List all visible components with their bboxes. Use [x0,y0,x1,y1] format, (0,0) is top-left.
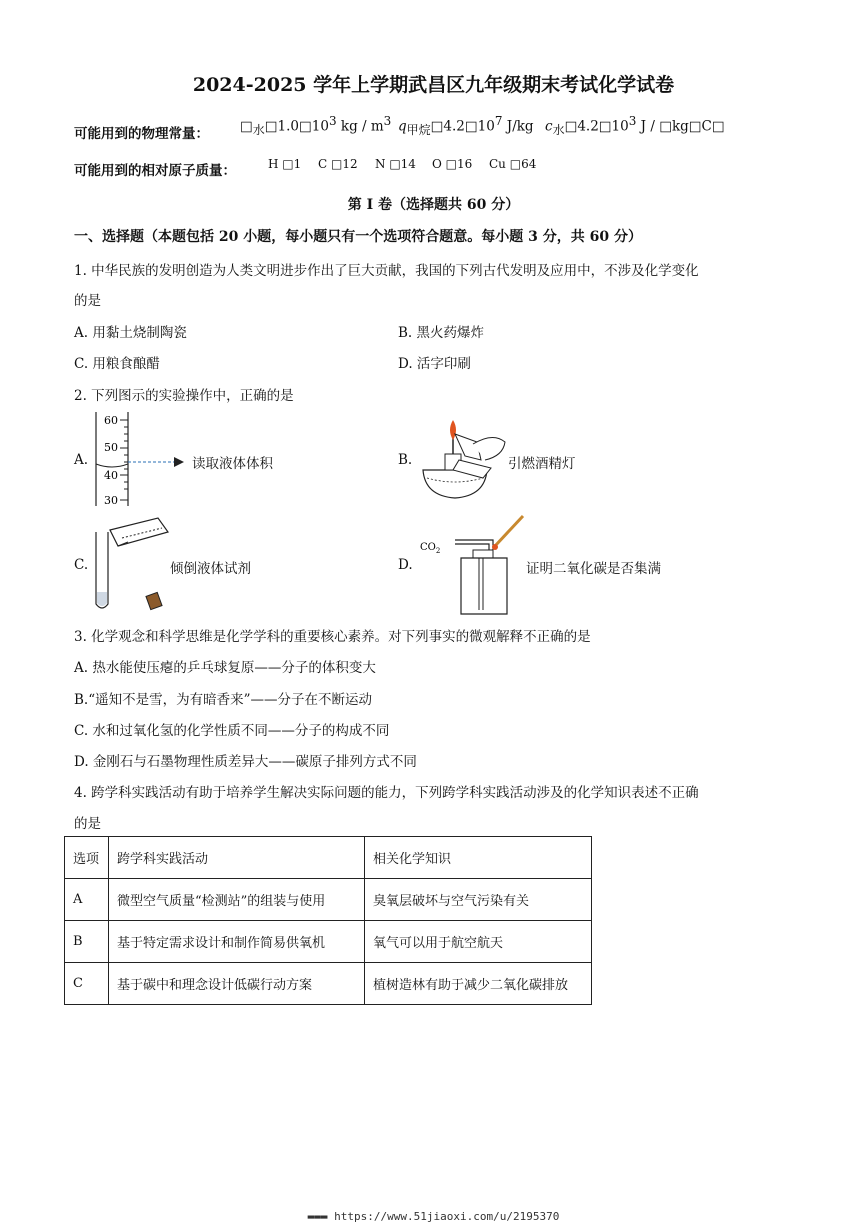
tick-label-50: 50 [104,441,118,454]
q2-option-b-text: 引燃酒精灯 [508,456,576,472]
q1-option-a: A. 用黏土烧制陶瓷 [74,325,187,341]
graduated-cylinder-figure [90,408,200,508]
q3-stem: 3. 化学观念和科学思维是化学学科的重要核心素养。对下列事实的微观解释不正确的是 [74,629,591,645]
table-row [65,879,592,921]
flame-icon [450,420,456,440]
q3-option-b: B.“遥知不是雪，为有暗香来”——分子在不断运动 [74,692,373,708]
table-cell: B [65,921,109,963]
table-row [65,921,592,963]
q4-table [64,836,592,1005]
q3-option-a: A. 热水能使压瘪的乒乓球复原——分子的体积变大 [74,660,376,676]
table-cell: 基于碳中和理念设计低碳行动方案 [109,963,365,1005]
atomic-c: C □12 [318,157,358,171]
atomic-n: N □14 [375,157,416,171]
constants-label: 可能用到的物理常量： [74,126,209,142]
q-sub: 甲烷 [406,123,431,138]
q4-stem-2: 的是 [74,816,101,832]
q3-option-c: C. 水和过氧化氢的化学性质不同——分子的构成不同 [74,723,390,739]
pouring-figure [88,512,183,614]
atomic-cu: Cu □64 [489,157,537,171]
stopper-icon [146,592,162,609]
q2-option-c-text: 倾倒液体试剂 [170,561,251,577]
section-title: 第 I 卷（选择题共 60 分） [347,197,520,213]
table-cell: 微型空气质量“检测站”的组装与使用 [109,879,365,921]
table-cell: 基于特定需求设计和制作简易供氧机 [109,921,365,963]
c-sub: 水 [552,123,565,138]
q2-option-d-label: D. [398,557,413,573]
q1-option-d: D. 活字印刷 [398,356,471,372]
q-unit: J/kg [502,118,534,135]
rho-sub: 水 [252,123,265,138]
q1-stem-1: 1. 中华民族的发明创造为人类文明进步作出了巨大贡献，我国的下列古代发明及应用中，不涉及化学变化 [74,263,699,279]
table-cell: C [65,963,109,1005]
table-row [65,963,592,1005]
exam-title: 2024-2025 学年上学期武昌区九年级期末考试化学试卷 [192,74,675,96]
table-header-cell: 相关化学知识 [365,837,592,879]
q2-option-a-text: 读取液体体积 [192,456,273,472]
table-cell: 氧气可以用于航空航天 [365,921,592,963]
footer-url[interactable]: ▬▬▬ https://www.51jiaoxi.com/u/2195370 [307,1210,560,1223]
q2-option-a-label: A. [74,452,89,468]
q3-option-d: D. 金刚石与石墨物理性质差异大——碳原子排列方式不同 [74,754,417,770]
q-value: □4.2□10 [430,118,495,135]
burning-stick-icon [495,516,523,546]
table-cell: 植树造林有助于减少二氧化碳排放 [365,963,592,1005]
q1-option-c: C. 用粮食酿醋 [74,356,160,372]
q1-option-b: B. 黑火药爆炸 [398,325,485,341]
table-cell: 臭氧层破坏与空气污染有关 [365,879,592,921]
q-exp: 7 [494,114,503,128]
tick-label-40: 40 [104,469,118,482]
table-header-cell: 选项 [65,837,109,879]
rho-exp: 3 [328,114,337,128]
atomic-h: H □1 [268,157,302,171]
c-unit: J / □kg□C□ [636,118,725,135]
table-header-cell: 跨学科实践活动 [109,837,365,879]
q-symbol: q [398,118,407,135]
rho-unit: kg / m [336,118,384,135]
alcohol-lamp-figure [415,412,510,502]
tick-label-60: 60 [104,414,118,427]
constant-c [545,114,725,138]
q4-stem-1: 4. 跨学科实践活动有助于培养学生解决实际问题的能力，下列跨学科实践活动涉及的化学知识表述不正确 [74,785,699,801]
part-heading: 一、选择题（本题包括 20 小题，每小题只有一个选项符合题意。每小题 3 分，共 60 分） [74,229,642,245]
q2-option-c-label: C. [74,557,89,573]
rho-unit-exp: 3 [383,114,392,128]
table-cell: A [65,879,109,921]
rho-symbol: □ [240,118,253,135]
c-value: □4.2□10 [564,118,629,135]
co2-collection-figure [415,510,530,616]
q2-option-b-label: B. [398,452,413,468]
q1-stem-2: 的是 [74,293,101,309]
q2-stem: 2. 下列图示的实验操作中，正确的是 [74,388,294,404]
eye-icon [174,457,184,467]
atomic-line [74,159,236,179]
atomic-o: O □16 [432,157,473,171]
constant-rho [240,114,391,138]
c-exp: 3 [628,114,637,128]
constants-line [74,122,209,142]
atomic-label: 可能用到的相对原子质量： [74,163,236,179]
table-header-row [65,837,592,879]
c-symbol: c [545,118,553,135]
q2-option-d-text: 证明二氧化碳是否集满 [526,561,661,577]
constant-q [398,114,534,138]
co2-label: $CO_2$ [420,542,441,555]
tick-label-30: 30 [104,494,118,507]
rho-value: □1.0□10 [264,118,329,135]
